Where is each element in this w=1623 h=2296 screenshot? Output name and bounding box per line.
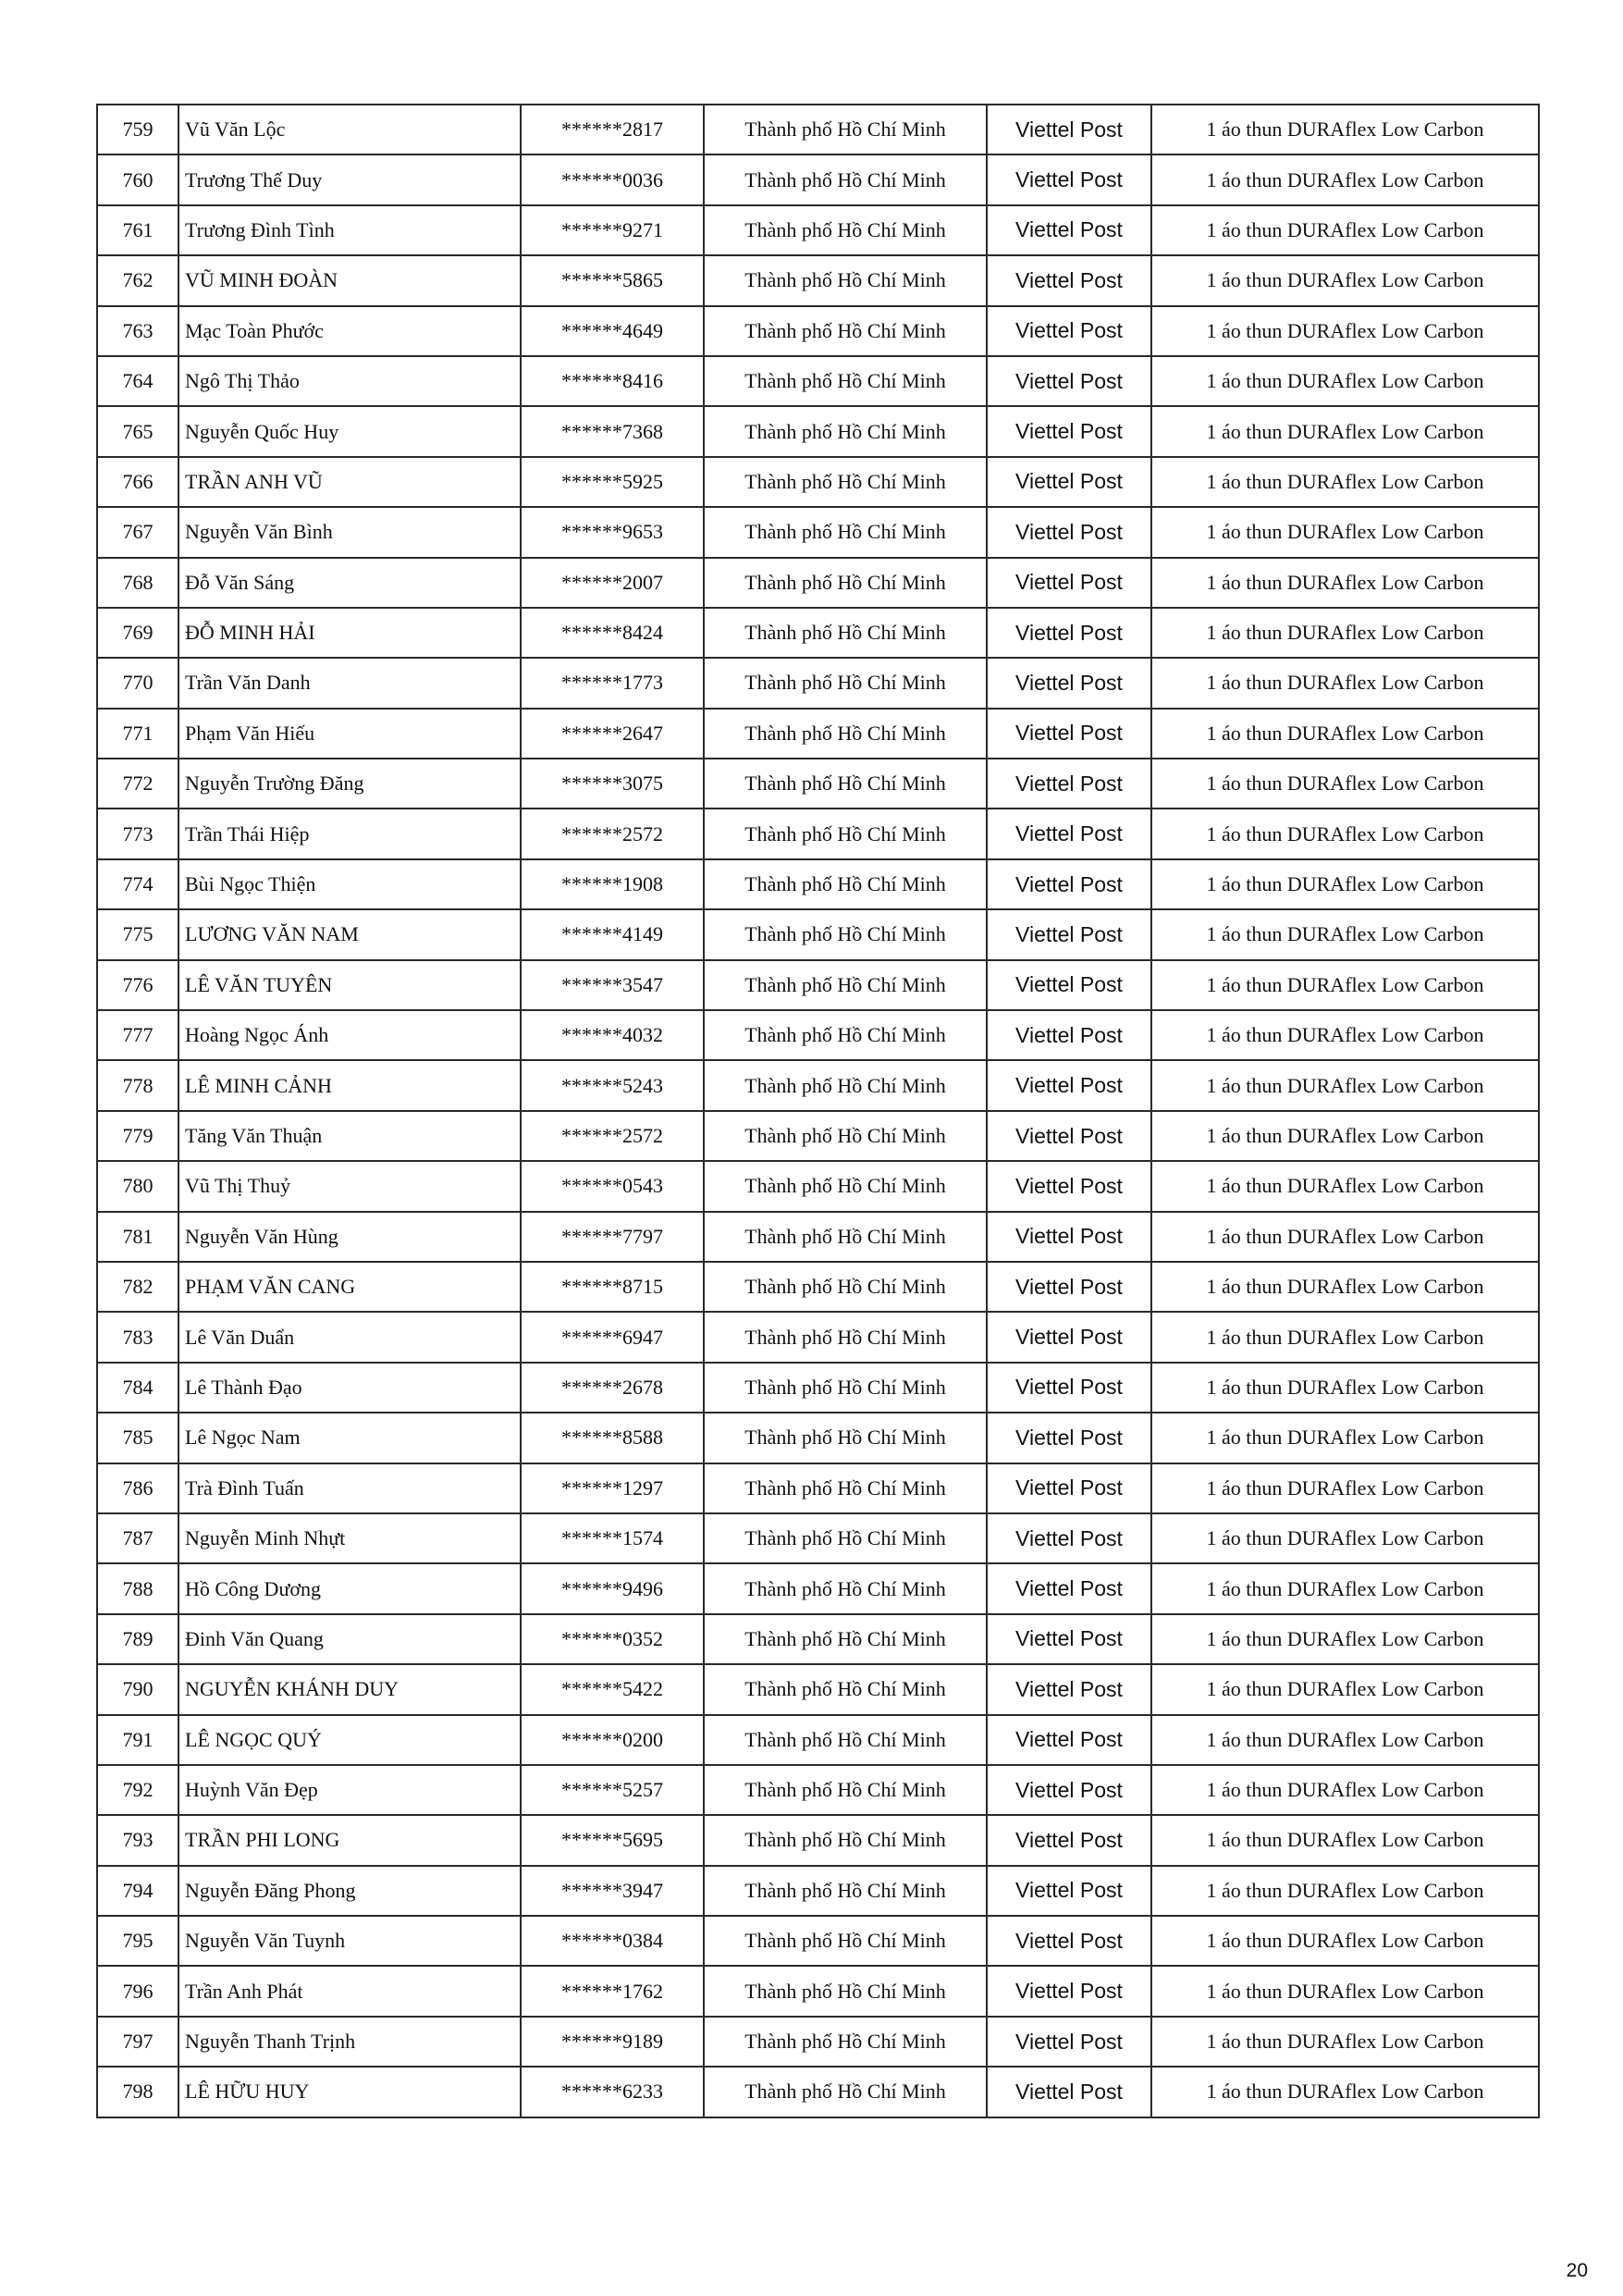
cell-city: Thành phố Hồ Chí Minh (704, 1866, 987, 1916)
cell-phone: ******2007 (521, 558, 704, 608)
cell-gift: 1 áo thun DURAflex Low Carbon (1151, 154, 1539, 204)
cell-shipper: Viettel Post (987, 1765, 1151, 1815)
cell-name: Nguyễn Văn Bình (178, 507, 521, 557)
cell-gift: 1 áo thun DURAflex Low Carbon (1151, 608, 1539, 658)
cell-name: Nguyễn Văn Tuynh (178, 1916, 521, 1966)
cell-name: Nguyễn Minh Nhựt (178, 1513, 521, 1563)
cell-index: 771 (97, 709, 178, 759)
cell-gift: 1 áo thun DURAflex Low Carbon (1151, 1060, 1539, 1110)
cell-shipper: Viettel Post (987, 154, 1151, 204)
cell-index: 792 (97, 1765, 178, 1815)
table-row (97, 154, 1539, 204)
cell-gift: 1 áo thun DURAflex Low Carbon (1151, 1212, 1539, 1262)
cell-index: 793 (97, 1815, 178, 1865)
cell-name: Vũ Văn Lộc (178, 105, 521, 154)
cell-index: 765 (97, 406, 178, 456)
cell-name: Trương Thế Duy (178, 154, 521, 204)
cell-shipper: Viettel Post (987, 1312, 1151, 1362)
cell-gift: 1 áo thun DURAflex Low Carbon (1151, 1413, 1539, 1463)
cell-gift: 1 áo thun DURAflex Low Carbon (1151, 1916, 1539, 1966)
cell-phone: ******5695 (521, 1815, 704, 1865)
cell-shipper: Viettel Post (987, 1161, 1151, 1211)
cell-city: Thành phố Hồ Chí Minh (704, 1212, 987, 1262)
cell-gift: 1 áo thun DURAflex Low Carbon (1151, 960, 1539, 1010)
cell-phone: ******3547 (521, 960, 704, 1010)
cell-phone: ******8424 (521, 608, 704, 658)
cell-phone: ******5243 (521, 1060, 704, 1110)
cell-name: LÊ MINH CẢNH (178, 1060, 521, 1110)
cell-city: Thành phố Hồ Chí Minh (704, 960, 987, 1010)
cell-gift: 1 áo thun DURAflex Low Carbon (1151, 1513, 1539, 1563)
cell-name: Trần Anh Phát (178, 1966, 521, 2016)
cell-shipper: Viettel Post (987, 960, 1151, 1010)
cell-index: 794 (97, 1866, 178, 1916)
cell-phone: ******1762 (521, 1966, 704, 2016)
table-row (97, 2017, 1539, 2067)
table-row (97, 1262, 1539, 1312)
cell-shipper: Viettel Post (987, 356, 1151, 406)
cell-gift: 1 áo thun DURAflex Low Carbon (1151, 406, 1539, 456)
cell-gift: 1 áo thun DURAflex Low Carbon (1151, 507, 1539, 557)
cell-phone: ******8715 (521, 1262, 704, 1312)
cell-phone: ******3075 (521, 759, 704, 809)
table-row (97, 255, 1539, 305)
cell-index: 779 (97, 1111, 178, 1161)
cell-index: 764 (97, 356, 178, 406)
cell-shipper: Viettel Post (987, 255, 1151, 305)
cell-city: Thành phố Hồ Chí Minh (704, 909, 987, 959)
cell-gift: 1 áo thun DURAflex Low Carbon (1151, 759, 1539, 809)
cell-name: Tăng Văn Thuận (178, 1111, 521, 1161)
cell-city: Thành phố Hồ Chí Minh (704, 1363, 987, 1413)
cell-gift: 1 áo thun DURAflex Low Carbon (1151, 105, 1539, 154)
cell-name: Trương Đình Tình (178, 205, 521, 255)
cell-gift: 1 áo thun DURAflex Low Carbon (1151, 1111, 1539, 1161)
cell-phone: ******1297 (521, 1463, 704, 1513)
cell-gift: 1 áo thun DURAflex Low Carbon (1151, 909, 1539, 959)
cell-index: 766 (97, 457, 178, 507)
cell-name: Lê Thành Đạo (178, 1363, 521, 1413)
page-number: 20 (1566, 2260, 1588, 2281)
cell-index: 791 (97, 1715, 178, 1765)
cell-name: Trần Thái Hiệp (178, 809, 521, 858)
cell-phone: ******5925 (521, 457, 704, 507)
cell-name: Mạc Toàn Phước (178, 306, 521, 356)
cell-shipper: Viettel Post (987, 1563, 1151, 1613)
table-row (97, 909, 1539, 959)
cell-city: Thành phố Hồ Chí Minh (704, 2067, 987, 2117)
cell-name: Hoàng Ngọc Ánh (178, 1010, 521, 1060)
cell-phone: ******4649 (521, 306, 704, 356)
cell-index: 770 (97, 658, 178, 708)
cell-gift: 1 áo thun DURAflex Low Carbon (1151, 1463, 1539, 1513)
cell-index: 774 (97, 859, 178, 909)
cell-city: Thành phố Hồ Chí Minh (704, 809, 987, 858)
cell-phone: ******6947 (521, 1312, 704, 1362)
cell-index: 787 (97, 1513, 178, 1563)
cell-shipper: Viettel Post (987, 1916, 1151, 1966)
cell-index: 772 (97, 759, 178, 809)
cell-city: Thành phố Hồ Chí Minh (704, 759, 987, 809)
cell-shipper: Viettel Post (987, 105, 1151, 154)
cell-gift: 1 áo thun DURAflex Low Carbon (1151, 809, 1539, 858)
cell-shipper: Viettel Post (987, 1060, 1151, 1110)
table-row (97, 759, 1539, 809)
cell-shipper: Viettel Post (987, 2017, 1151, 2067)
cell-phone: ******0543 (521, 1161, 704, 1211)
cell-name: Đinh Văn Quang (178, 1614, 521, 1664)
table-row (97, 1815, 1539, 1865)
cell-index: 780 (97, 1161, 178, 1211)
cell-shipper: Viettel Post (987, 1010, 1151, 1060)
cell-city: Thành phố Hồ Chí Minh (704, 1161, 987, 1211)
cell-shipper: Viettel Post (987, 1513, 1151, 1563)
cell-gift: 1 áo thun DURAflex Low Carbon (1151, 1363, 1539, 1413)
cell-name: Lê Văn Duẩn (178, 1312, 521, 1362)
cell-name: VŨ MINH ĐOÀN (178, 255, 521, 305)
cell-gift: 1 áo thun DURAflex Low Carbon (1151, 2017, 1539, 2067)
table-row (97, 809, 1539, 858)
table-row (97, 1866, 1539, 1916)
cell-phone: ******4149 (521, 909, 704, 959)
table-row (97, 306, 1539, 356)
cell-shipper: Viettel Post (987, 1715, 1151, 1765)
cell-name: TRẦN ANH VŨ (178, 457, 521, 507)
cell-phone: ******7797 (521, 1212, 704, 1262)
cell-index: 796 (97, 1966, 178, 2016)
cell-phone: ******8588 (521, 1413, 704, 1463)
cell-shipper: Viettel Post (987, 1815, 1151, 1865)
cell-phone: ******1574 (521, 1513, 704, 1563)
table-row (97, 2067, 1539, 2117)
table-row (97, 1715, 1539, 1765)
cell-phone: ******2647 (521, 709, 704, 759)
cell-gift: 1 áo thun DURAflex Low Carbon (1151, 255, 1539, 305)
cell-city: Thành phố Hồ Chí Minh (704, 1312, 987, 1362)
table-row (97, 608, 1539, 658)
cell-city: Thành phố Hồ Chí Minh (704, 507, 987, 557)
cell-shipper: Viettel Post (987, 1212, 1151, 1262)
cell-name: Nguyễn Trường Đăng (178, 759, 521, 809)
cell-city: Thành phố Hồ Chí Minh (704, 1966, 987, 2016)
cell-index: 759 (97, 105, 178, 154)
cell-index: 785 (97, 1413, 178, 1463)
cell-index: 763 (97, 306, 178, 356)
table-row (97, 1060, 1539, 1110)
cell-index: 761 (97, 205, 178, 255)
cell-index: 773 (97, 809, 178, 858)
table-row (97, 658, 1539, 708)
cell-city: Thành phố Hồ Chí Minh (704, 1262, 987, 1312)
table-row (97, 1010, 1539, 1060)
cell-phone: ******9271 (521, 205, 704, 255)
cell-name: Huỳnh Văn Đẹp (178, 1765, 521, 1815)
cell-index: 789 (97, 1614, 178, 1664)
cell-city: Thành phố Hồ Chí Minh (704, 306, 987, 356)
table-row (97, 859, 1539, 909)
cell-shipper: Viettel Post (987, 1614, 1151, 1664)
cell-gift: 1 áo thun DURAflex Low Carbon (1151, 205, 1539, 255)
cell-name: Vũ Thị Thuỷ (178, 1161, 521, 1211)
cell-shipper: Viettel Post (987, 709, 1151, 759)
cell-gift: 1 áo thun DURAflex Low Carbon (1151, 859, 1539, 909)
table-row (97, 1966, 1539, 2016)
table-row (97, 960, 1539, 1010)
cell-name: Nguyễn Thanh Trịnh (178, 2017, 521, 2067)
cell-index: 786 (97, 1463, 178, 1513)
table-row (97, 1563, 1539, 1613)
cell-index: 782 (97, 1262, 178, 1312)
cell-gift: 1 áo thun DURAflex Low Carbon (1151, 1312, 1539, 1362)
cell-phone: ******2678 (521, 1363, 704, 1413)
cell-gift: 1 áo thun DURAflex Low Carbon (1151, 1765, 1539, 1815)
cell-phone: ******9189 (521, 2017, 704, 2067)
cell-gift: 1 áo thun DURAflex Low Carbon (1151, 1614, 1539, 1664)
table-row (97, 507, 1539, 557)
cell-city: Thành phố Hồ Chí Minh (704, 658, 987, 708)
cell-name: NGUYỄN KHÁNH DUY (178, 1664, 521, 1714)
cell-shipper: Viettel Post (987, 658, 1151, 708)
table-row (97, 1463, 1539, 1513)
cell-city: Thành phố Hồ Chí Minh (704, 255, 987, 305)
cell-city: Thành phố Hồ Chí Minh (704, 1715, 987, 1765)
table-row (97, 1161, 1539, 1211)
cell-city: Thành phố Hồ Chí Minh (704, 1916, 987, 1966)
cell-phone: ******9496 (521, 1563, 704, 1613)
cell-shipper: Viettel Post (987, 1262, 1151, 1312)
cell-city: Thành phố Hồ Chí Minh (704, 105, 987, 154)
cell-city: Thành phố Hồ Chí Minh (704, 1563, 987, 1613)
cell-gift: 1 áo thun DURAflex Low Carbon (1151, 356, 1539, 406)
cell-gift: 1 áo thun DURAflex Low Carbon (1151, 658, 1539, 708)
cell-gift: 1 áo thun DURAflex Low Carbon (1151, 457, 1539, 507)
cell-phone: ******2817 (521, 105, 704, 154)
table-row (97, 1212, 1539, 1262)
cell-phone: ******6233 (521, 2067, 704, 2117)
table-row (97, 1765, 1539, 1815)
cell-phone: ******5865 (521, 255, 704, 305)
cell-city: Thành phố Hồ Chí Minh (704, 1513, 987, 1563)
cell-city: Thành phố Hồ Chí Minh (704, 1815, 987, 1865)
cell-city: Thành phố Hồ Chí Minh (704, 154, 987, 204)
cell-name: Nguyễn Đăng Phong (178, 1866, 521, 1916)
cell-gift: 1 áo thun DURAflex Low Carbon (1151, 1010, 1539, 1060)
table-row (97, 1111, 1539, 1161)
winners-table (96, 104, 1540, 2118)
cell-city: Thành phố Hồ Chí Minh (704, 558, 987, 608)
cell-index: 768 (97, 558, 178, 608)
cell-phone: ******1908 (521, 859, 704, 909)
cell-name: Ngô Thị Thảo (178, 356, 521, 406)
cell-gift: 1 áo thun DURAflex Low Carbon (1151, 709, 1539, 759)
cell-index: 760 (97, 154, 178, 204)
cell-shipper: Viettel Post (987, 457, 1151, 507)
cell-shipper: Viettel Post (987, 1866, 1151, 1916)
cell-shipper: Viettel Post (987, 1413, 1151, 1463)
cell-name: Nguyễn Văn Hùng (178, 1212, 521, 1262)
cell-phone: ******1773 (521, 658, 704, 708)
cell-name: Trần Văn Danh (178, 658, 521, 708)
cell-phone: ******2572 (521, 1111, 704, 1161)
cell-index: 762 (97, 255, 178, 305)
cell-gift: 1 áo thun DURAflex Low Carbon (1151, 1563, 1539, 1613)
cell-index: 798 (97, 2067, 178, 2117)
cell-shipper: Viettel Post (987, 306, 1151, 356)
cell-name: LƯƠNG VĂN NAM (178, 909, 521, 959)
table-row (97, 1614, 1539, 1664)
cell-city: Thành phố Hồ Chí Minh (704, 1413, 987, 1463)
cell-city: Thành phố Hồ Chí Minh (704, 356, 987, 406)
cell-shipper: Viettel Post (987, 1363, 1151, 1413)
cell-gift: 1 áo thun DURAflex Low Carbon (1151, 1866, 1539, 1916)
cell-city: Thành phố Hồ Chí Minh (704, 1060, 987, 1110)
cell-name: Lê Ngọc Nam (178, 1413, 521, 1463)
cell-gift: 1 áo thun DURAflex Low Carbon (1151, 558, 1539, 608)
cell-name: Hồ Công Dương (178, 1563, 521, 1613)
cell-index: 775 (97, 909, 178, 959)
cell-gift: 1 áo thun DURAflex Low Carbon (1151, 1715, 1539, 1765)
cell-phone: ******8416 (521, 356, 704, 406)
cell-name: Phạm Văn Hiếu (178, 709, 521, 759)
cell-shipper: Viettel Post (987, 859, 1151, 909)
cell-city: Thành phố Hồ Chí Minh (704, 1463, 987, 1513)
cell-phone: ******0036 (521, 154, 704, 204)
table-row (97, 1513, 1539, 1563)
cell-name: PHẠM VĂN CANG (178, 1262, 521, 1312)
cell-city: Thành phố Hồ Chí Minh (704, 205, 987, 255)
cell-name: Nguyễn Quốc Huy (178, 406, 521, 456)
cell-index: 781 (97, 1212, 178, 1262)
table-row (97, 457, 1539, 507)
cell-shipper: Viettel Post (987, 1463, 1151, 1513)
cell-city: Thành phố Hồ Chí Minh (704, 859, 987, 909)
cell-phone: ******7368 (521, 406, 704, 456)
table-row (97, 356, 1539, 406)
cell-index: 788 (97, 1563, 178, 1613)
cell-shipper: Viettel Post (987, 608, 1151, 658)
table-row (97, 105, 1539, 154)
table-row (97, 1363, 1539, 1413)
cell-name: LÊ HỮU HUY (178, 2067, 521, 2117)
cell-name: TRẦN PHI LONG (178, 1815, 521, 1865)
cell-city: Thành phố Hồ Chí Minh (704, 1664, 987, 1714)
table-row (97, 205, 1539, 255)
cell-gift: 1 áo thun DURAflex Low Carbon (1151, 1815, 1539, 1865)
table-row (97, 558, 1539, 608)
cell-shipper: Viettel Post (987, 558, 1151, 608)
table-body (97, 105, 1539, 2117)
cell-gift: 1 áo thun DURAflex Low Carbon (1151, 1966, 1539, 2016)
cell-name: Bùi Ngọc Thiện (178, 859, 521, 909)
cell-gift: 1 áo thun DURAflex Low Carbon (1151, 2067, 1539, 2117)
cell-city: Thành phố Hồ Chí Minh (704, 457, 987, 507)
cell-phone: ******0384 (521, 1916, 704, 1966)
cell-phone: ******0352 (521, 1614, 704, 1664)
cell-index: 776 (97, 960, 178, 1010)
cell-city: Thành phố Hồ Chí Minh (704, 1111, 987, 1161)
cell-shipper: Viettel Post (987, 1966, 1151, 2016)
cell-city: Thành phố Hồ Chí Minh (704, 608, 987, 658)
cell-shipper: Viettel Post (987, 759, 1151, 809)
cell-index: 769 (97, 608, 178, 658)
cell-city: Thành phố Hồ Chí Minh (704, 709, 987, 759)
cell-index: 797 (97, 2017, 178, 2067)
cell-name: LÊ VĂN TUYÊN (178, 960, 521, 1010)
table-row (97, 406, 1539, 456)
cell-index: 790 (97, 1664, 178, 1714)
cell-city: Thành phố Hồ Chí Minh (704, 1614, 987, 1664)
cell-gift: 1 áo thun DURAflex Low Carbon (1151, 1664, 1539, 1714)
cell-gift: 1 áo thun DURAflex Low Carbon (1151, 1161, 1539, 1211)
table-row (97, 1312, 1539, 1362)
cell-name: LÊ NGỌC QUÝ (178, 1715, 521, 1765)
cell-shipper: Viettel Post (987, 909, 1151, 959)
cell-index: 777 (97, 1010, 178, 1060)
cell-phone: ******2572 (521, 809, 704, 858)
cell-phone: ******5422 (521, 1664, 704, 1714)
cell-city: Thành phố Hồ Chí Minh (704, 406, 987, 456)
table-row (97, 709, 1539, 759)
cell-phone: ******9653 (521, 507, 704, 557)
cell-name: ĐỖ MINH HẢI (178, 608, 521, 658)
cell-phone: ******5257 (521, 1765, 704, 1815)
cell-shipper: Viettel Post (987, 1664, 1151, 1714)
cell-index: 795 (97, 1916, 178, 1966)
cell-shipper: Viettel Post (987, 1111, 1151, 1161)
cell-index: 784 (97, 1363, 178, 1413)
cell-gift: 1 áo thun DURAflex Low Carbon (1151, 306, 1539, 356)
cell-shipper: Viettel Post (987, 406, 1151, 456)
cell-city: Thành phố Hồ Chí Minh (704, 1010, 987, 1060)
cell-name: Đỗ Văn Sáng (178, 558, 521, 608)
cell-shipper: Viettel Post (987, 809, 1151, 858)
cell-city: Thành phố Hồ Chí Minh (704, 2017, 987, 2067)
cell-index: 767 (97, 507, 178, 557)
cell-phone: ******3947 (521, 1866, 704, 1916)
cell-city: Thành phố Hồ Chí Minh (704, 1765, 987, 1815)
cell-index: 778 (97, 1060, 178, 1110)
cell-phone: ******0200 (521, 1715, 704, 1765)
cell-shipper: Viettel Post (987, 2067, 1151, 2117)
cell-shipper: Viettel Post (987, 507, 1151, 557)
cell-index: 783 (97, 1312, 178, 1362)
table-row (97, 1664, 1539, 1714)
cell-phone: ******4032 (521, 1010, 704, 1060)
cell-name: Trà Đình Tuấn (178, 1463, 521, 1513)
table-row (97, 1413, 1539, 1463)
cell-shipper: Viettel Post (987, 205, 1151, 255)
cell-gift: 1 áo thun DURAflex Low Carbon (1151, 1262, 1539, 1312)
table-row (97, 1916, 1539, 1966)
